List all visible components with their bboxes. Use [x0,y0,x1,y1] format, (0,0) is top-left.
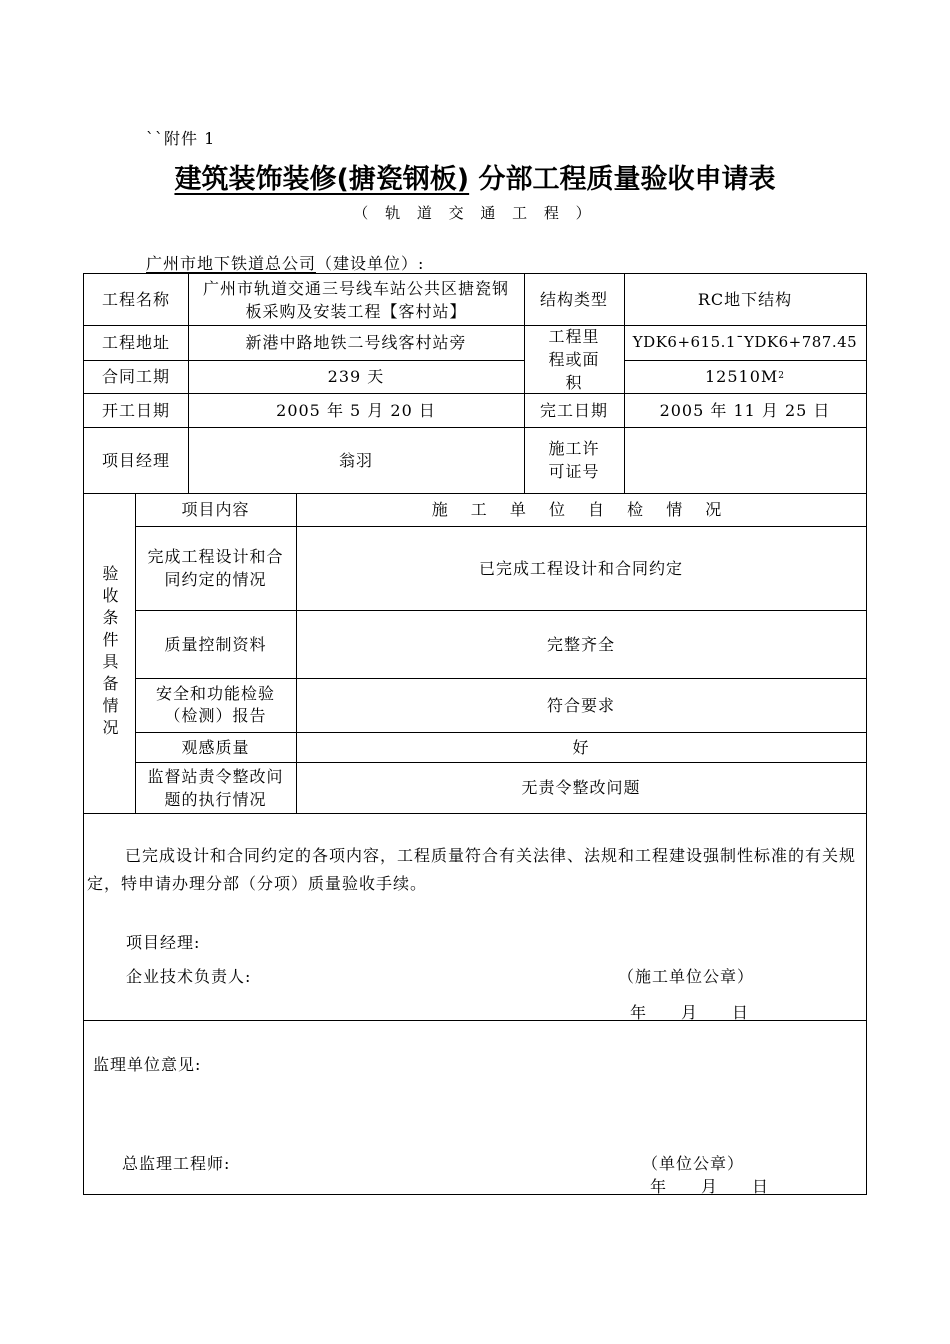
start-date-label: 开工日期 [101,400,170,420]
title-rest: 分部工程质量验收申请表 [478,164,776,195]
project-manager-value: 翁羽 [338,450,373,470]
condition-result: 完整齐全 [546,634,615,654]
mileage-value: YDK6+615.1¯YDK6+787.45 [632,333,858,351]
tech-lead-signature-label: 企业技术负责人: [126,967,252,986]
supervision-opinion-label: 监理单位意见: [93,1055,202,1074]
condition-item: 监督站责令整改问题的执行情况 [147,766,284,809]
mileage-label: 工程里程或面积 [548,326,600,392]
column-header-self-check: 施 工 单 位 自 检 情 况 [431,500,731,519]
condition-item: 观感质量 [181,737,250,757]
supervision-unit-seal: （单位公章） [642,1154,745,1173]
page-subtitle: （ 轨 道 交 通 工 程 ） [353,204,597,222]
attachment-label: ``附件 1 [146,129,216,148]
client-line [146,251,424,274]
row-divider [84,813,866,814]
chief-supervisor-signature-label: 总监理工程师: [122,1154,231,1173]
finish-date-label: 完工日期 [539,400,608,420]
address-value: 新港中路地铁二号线客村站旁 [245,333,467,352]
project-name-value: 广州市轨道交通三号线车站公共区搪瓷钢板采购及安装工程【客村站】 [202,278,509,321]
condition-item: 完成工程设计和合同约定的情况 [147,547,284,589]
finish-date-value: 2005 年 11 月 25 日 [659,400,831,420]
permit-label: 施工许可证号 [548,439,600,481]
structure-type-label: 结构类型 [539,290,608,309]
structure-type-value: RC地下结构 [697,290,793,309]
application-date: 年 月 日 [630,1003,750,1022]
area-value [624,360,866,393]
application-form [83,273,867,1195]
area-unit-superscript: 2 [778,371,785,381]
client-suffix: （建设单位）: [316,254,425,273]
condition-item: 安全和功能检验（检测）报告 [155,684,275,725]
condition-result: 好 [572,737,590,757]
contract-period-label: 合同工期 [101,367,170,386]
title-underlined: 建筑装饰装修(搪瓷钢板) [174,164,470,195]
condition-result: 符合要求 [546,695,615,715]
condition-result: 已完成工程设计和合同约定 [478,558,683,578]
project-manager-label: 项目经理 [101,450,170,470]
contract-period-value: 239 天 [327,367,385,386]
start-date-value: 2005 年 5 月 20 日 [276,400,436,420]
conditions-section-label: 验收条件具备情况 [100,565,119,741]
area-number: 12510M [704,367,779,386]
supervision-date: 年 月 日 [650,1177,770,1196]
construction-unit-seal: （施工单位公章） [618,967,755,986]
application-statement: 已完成设计和合同约定的各项内容，工程质量符合有关法律、法规和工程建设强制性标准的有关规定，特申请办理分部（分项）质量验收手续。 [87,846,857,893]
project-name-label: 工程名称 [101,290,170,309]
permit-value [624,427,866,493]
page-title [0,157,950,196]
client-name: 广州市地下铁道总公司 [146,254,317,273]
address-label: 工程地址 [101,333,170,352]
condition-item: 质量控制资料 [164,634,267,654]
column-header-item: 项目内容 [181,500,250,519]
project-manager-signature-label: 项目经理: [126,933,201,952]
condition-result: 无责令整改问题 [521,778,641,797]
